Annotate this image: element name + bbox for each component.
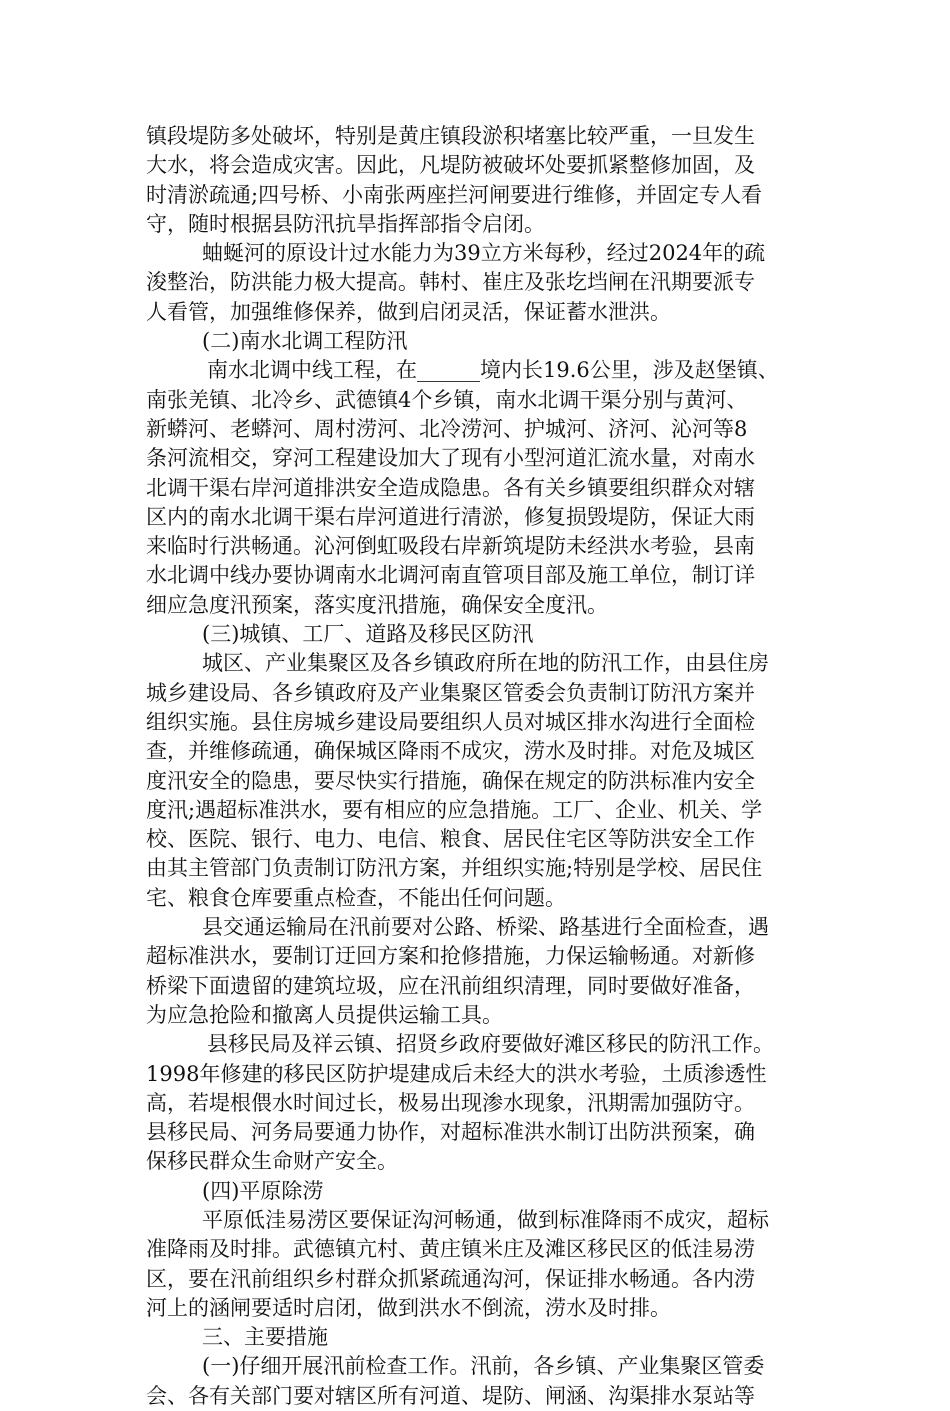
text-line: 区，要在汛前组织乡村群众抓紧疏通沟河，保证排水畅通。各内涝 [146, 1266, 755, 1291]
text-line: 新蟒河、老蟒河、周村涝河、北冷涝河、护城河、济河、沁河等8 [146, 416, 748, 441]
text-line: 人看管，加强维修保养，做到启闭灵活，保证蓄水泄洪。 [146, 299, 671, 324]
text-line: 水北调中线办要协调南水北调河南直管项目部及施工单位，制订详 [146, 563, 755, 588]
text-line: 大水，将会造成灾害。因此，凡堤防被破坏处要抓紧整修加固，及 [146, 153, 755, 178]
paragraph-first-line: 城区、产业集聚区及各乡镇政府所在地的防汛工作，由县住房 [202, 651, 769, 676]
text-line: 浚整治，防洪能力极大提高。韩村、崔庄及张圪垱闸在汛期要派专 [146, 270, 755, 295]
text-line: 度汛安全的隐患，要尽快实行措施，确保在规定的防洪标准内安全 [146, 768, 755, 793]
text-line: 城乡建设局、各乡镇政府及产业集聚区管委会负责制订防汛方案并 [146, 680, 755, 705]
paragraph-first-line: 县移民局及祥云镇、招贤乡政府要做好滩区移民的防汛工作。 [207, 1032, 774, 1057]
text-line: 保移民群众生命财产安全。 [146, 1149, 398, 1174]
text-line: 细应急度汛预案，落实度汛措施，确保安全度汛。 [146, 592, 608, 617]
text-line: 时清淤疏通;四号桥、小南张两座拦河闸要进行维修，并固定专人看 [146, 182, 763, 207]
paragraph-first-line: 平原低洼易涝区要保证沟河畅通，做到标准降雨不成灾，超标 [202, 1207, 769, 1232]
section-heading: 三、主要措施 [202, 1325, 328, 1350]
text-line: 超标准洪水，要制订迂回方案和抢修措施，力保运输畅通。对新修 [146, 944, 755, 969]
text-line: 1998年修建的移民区防护堤建成后未经大的洪水考验，土质渗透性 [146, 1061, 767, 1086]
paragraph-first-line: 蚰蜒河的原设计过水能力为39立方米每秒，经过2024年的疏 [202, 241, 766, 266]
text-line: 校、医院、银行、电力、电信、粮食、居民住宅区等防洪安全工作 [146, 827, 755, 852]
section-heading: (三)城镇、工厂、道路及移民区防汛 [202, 622, 534, 647]
text-line: 查，并维修疏通，确保城区降雨不成灾，涝水及时排。对危及城区 [146, 739, 755, 764]
text-line: 度汛;遇超标准洪水，要有相应的应急措施。工厂、企业、机关、学 [146, 797, 763, 822]
text-line: 准降雨及时排。武德镇亢村、黄庄镇米庄及滩区移民区的低洼易涝 [146, 1237, 755, 1262]
text-line: 组织实施。县住房城乡建设局要组织人员对城区排水沟进行全面检 [146, 709, 755, 734]
text-line: 镇段堤防多处破坏，特别是黄庄镇段淤积堵塞比较严重，一旦发生 [146, 124, 755, 148]
text-line: 高，若堤根偎水时间过长，极易出现渗水现象，汛期需加强防守。 [146, 1090, 755, 1115]
text-line: 宅、粮食仓库要重点检查，不能出任何问题。 [146, 885, 566, 910]
text-line: 县移民局、河务局要通力协作，对超标准洪水制订出防洪预案，确 [146, 1120, 755, 1145]
text-line: 南张羌镇、北冷乡、武德镇4个乡镇，南水北调干渠分别与黄河、 [146, 387, 748, 412]
text-line: 会、各有关部门要对辖区所有河道、堤防、闸涵、沟渠排水泵站等 [146, 1383, 755, 1408]
text-line: 由其主管部门负责制订防汛方案，并组织实施;特别是学校、居民住 [146, 856, 763, 881]
text-line: 守，随时根据县防汛抗旱指挥部指令启闭。 [146, 211, 545, 236]
paragraph-first-line: 南水北调中线工程，在______境内长19.6公里，涉及赵堡镇、 [207, 358, 779, 383]
section-heading: (四)平原除涝 [202, 1178, 324, 1203]
paragraph-first-line: (一)仔细开展汛前检查工作。汛前，各乡镇、产业集聚区管委 [202, 1354, 765, 1379]
text-line: 为应急抢险和撤离人员提供运输工具。 [146, 1002, 503, 1027]
text-line: 北调干渠右岸河道排洪安全造成隐患。各有关乡镇要组织群众对辖 [146, 475, 755, 500]
text-line: 桥梁下面遗留的建筑垃圾，应在汛前组织清理，同时要做好准备， [146, 973, 755, 998]
text-line: 区内的南水北调干渠右岸河道进行清淤，修复损毁堤防，保证大雨 [146, 504, 755, 529]
section-heading: (二)南水北调工程防汛 [202, 329, 408, 354]
text-line: 河上的涵闸要适时启闭，做到洪水不倒流，涝水及时排。 [146, 1295, 671, 1320]
paragraph-first-line: 县交通运输局在汛前要对公路、桥梁、路基进行全面检查，遇 [202, 915, 769, 940]
text-line: 条河流相交，穿河工程建设加大了现有小型河道汇流水量，对南水 [146, 446, 755, 471]
text-line: 来临时行洪畅通。沁河倒虹吸段右岸新筑堤防未经洪水考验，县南 [146, 534, 755, 559]
body-text [146, 122, 818, 1411]
